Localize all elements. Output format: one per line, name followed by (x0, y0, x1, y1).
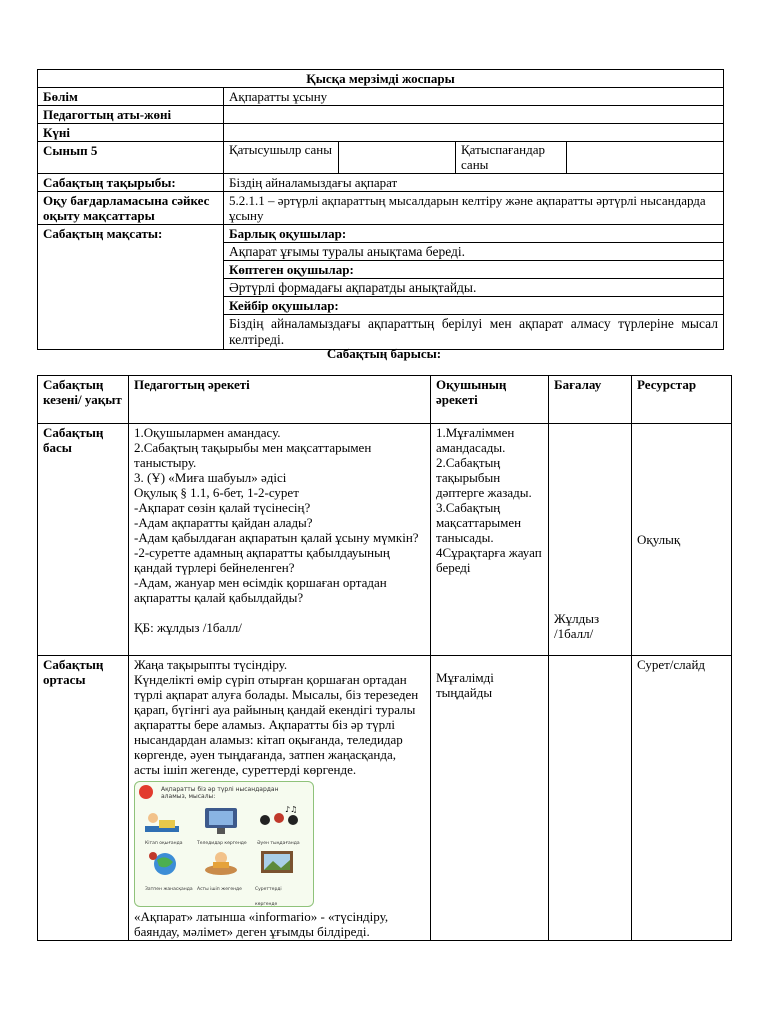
middle-resources: Сурет/слайд (632, 656, 732, 941)
student-line: 1.Мұғаліммен амандасады. (436, 425, 515, 455)
all-students-label: Барлық оқушылар: (224, 225, 724, 243)
present-value (339, 142, 456, 173)
goals-label: Сабақтың мақсаты: (38, 225, 224, 350)
start-stage: Сабақтың басы (38, 424, 129, 656)
header-resources: Ресурстар (632, 376, 732, 424)
section-value: Ақпаратты ұсыну (224, 88, 724, 106)
svg-text:♪♫: ♪♫ (285, 806, 298, 814)
teacher-name-value (224, 106, 724, 124)
topic-value: Біздің айналамыздағы ақпарат (224, 174, 724, 192)
date-label: Күні (38, 124, 224, 142)
header-student: Оқушының әрекеті (431, 376, 549, 424)
start-teacher-actions (129, 424, 431, 656)
student-line: 4Сұрақтарға жауап береді (436, 545, 542, 575)
absent-label: Қатыспағандар саны (456, 142, 567, 173)
music-icon (255, 806, 299, 836)
all-students-value: Ақпарат ұғымы туралы анықтама береді. (224, 243, 724, 261)
objectives-label: Оқу бағдарламасына сәйкес оқыту мақсаттары (38, 192, 224, 225)
teacher-line: Оқулық § 1.1, 6-бет, 1-2-сурет (134, 485, 299, 500)
objectives-value: 5.2.1.1 – әртүрлі ақпараттың мысалдарын келтіру және ақпаратты әртүрлі нысандарда ұсыну (224, 192, 724, 225)
reading-book-icon (141, 808, 185, 838)
teacher-line: -Адам ақпаратты қайдан алады? (134, 515, 313, 530)
present-label: Қатысушылр саны (224, 142, 339, 173)
middle-after-text: «Ақпарат» латынша «informario» - «түсіндіру, баяндау, мәлімет» деген ұғымды білдіреді. (134, 909, 389, 939)
teacher-line: -Ақпарат сөзін қалай түсінесің? (134, 500, 311, 515)
lesson-plan-table (37, 69, 724, 350)
middle-assessment (549, 656, 632, 941)
teacher-line: 1.Оқушылармен амандасу. (134, 425, 281, 440)
caption-music: Әуен тыңдағанда (257, 841, 300, 846)
plan-title: Қысқа мерзімді жоспары (38, 70, 724, 88)
lesson-flow-table (37, 375, 732, 941)
section-label: Бөлім (38, 88, 224, 106)
eating-icon (199, 848, 243, 878)
teacher-line: 3. (Ұ) «Миға шабуыл» әдісі (134, 470, 287, 485)
most-students-label: Көптеген оқушылар: (224, 261, 724, 279)
caption-reading: Кітап оқығанда (145, 841, 183, 846)
header-stage: Сабақтың кезені/ уақыт (38, 376, 129, 424)
header-teacher: Педагогтың әрекеті (129, 376, 431, 424)
tv-icon (199, 806, 243, 836)
some-students-value: Біздің айналамыздағы ақпараттың берілуі мен ақпарат алмасу түрлеріне мысал келтіреді. (224, 315, 724, 350)
start-resources: Оқулық (632, 424, 732, 656)
teacher-line: 2.Сабақтың тақырыбы мен мақсаттарымен таныстыру. (134, 440, 372, 470)
date-value (224, 124, 724, 142)
teacher-line: -Адам, жануар мен өсімдік қоршаған ортадан ақпаратты қалай қабылдайды? (134, 575, 387, 605)
caption-tv: Теледидар көргенде (197, 841, 247, 846)
some-students-label: Кейбір оқушылар: (224, 297, 724, 315)
start-assessment: Жұлдыз /1балл/ (549, 424, 632, 656)
teacher-line-blank (134, 605, 425, 620)
absent-value (567, 142, 577, 173)
progress-title: Сабақтың барысы: (326, 346, 442, 361)
student-line: 2.Сабақтың тақырыбын дәптерге жазады. (436, 455, 532, 500)
middle-teacher-actions (129, 656, 431, 941)
logo-icon (139, 785, 153, 799)
caption-eating: Асты ішіп жегенде (197, 887, 242, 892)
teacher-line: ҚБ: жұлдыз /1балл/ (134, 620, 242, 635)
middle-text: Күнделікті өмір сүріп отырған қоршаған ортадан түрлі ақпарат алуға болады. Мысалы, біз терезеден қарап, бүгінгі ауа райының қандай екендігі туралы ақпаратты бере аламыз. Ақпаратты біз әр түрлі нысандардан аламыз: кітап оқығанда, теледидар көргенде, әуен тыңдағанда, затпен жаңасқанда, асты ішіп жегенде, суреттерді көргенде. (134, 672, 419, 777)
topic-label: Сабақтың тақырыбы: (38, 174, 224, 192)
student-line: 3.Сабақтың мақсаттарымен танысады. (436, 500, 522, 545)
teacher-name-label: Педагогтың аты-жөні (38, 106, 224, 124)
info-sources-illustration (134, 781, 314, 907)
attendance-cell (224, 142, 724, 174)
middle-intro: Жаңа тақырыпты түсіндіру. (134, 657, 288, 672)
picture-icon (255, 848, 299, 878)
class-label: Сынып 5 (38, 142, 224, 174)
caption-pictures: Суреттерді көргенде (255, 887, 282, 907)
most-students-value: Әртүрлі формадағы ақпаратды анықтайды. (224, 279, 724, 297)
start-student-actions (431, 424, 549, 656)
teacher-line: -2-суретте адамның ақпаратты қабылдауының қандай түрлері бейнеленген? (134, 545, 390, 575)
middle-student-actions: Мұғалімді тыңдайды (431, 656, 549, 941)
middle-stage: Сабақтың ортасы (38, 656, 129, 941)
globe-touch-icon (143, 848, 187, 878)
header-assessment: Бағалау (549, 376, 632, 424)
teacher-line: -Адам қабылдаған ақпаратын қалай ұсыну мүмкін? (134, 530, 419, 545)
illustration-title: Ақпаратты біз әр түрлі нысандардан аламыз, мысалы: (161, 786, 279, 800)
caption-touch: Затпен жанасқанда (145, 887, 193, 892)
